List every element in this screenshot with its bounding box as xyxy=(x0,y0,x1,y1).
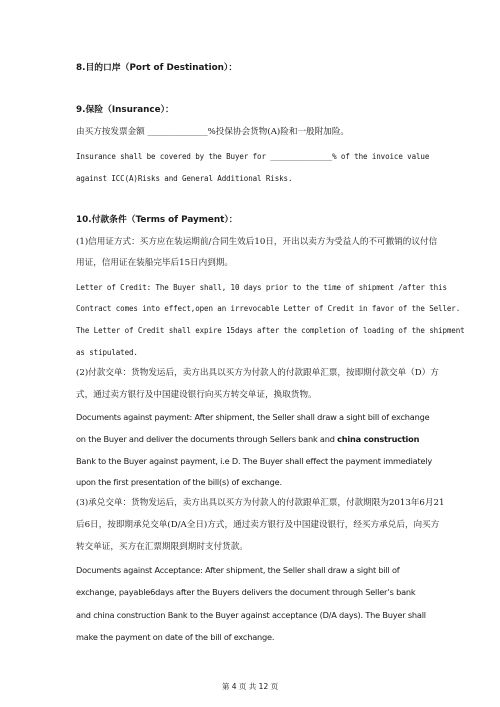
documents-against-acceptance-english-line-3: and china construction Bank to the Buyer against acceptance (D/A days). The Buyer shall xyxy=(76,610,426,620)
documents-against-acceptance-english-line-1: Documents against Acceptance: After shipment, the Seller shall draw a sight bill of xyxy=(76,565,400,575)
letter-of-credit-english-line-3: The Letter of Credit shall expire 15days after the completion of loading of the shipment xyxy=(76,326,465,335)
insurance-english-line-1: Insurance shall be covered by the Buyer for ______________% of the invoice value xyxy=(76,152,430,161)
documents-against-payment-chinese-line-2: 式，通过卖方银行及中国建设银行向买方转交单证，换取货物。 xyxy=(76,390,317,400)
letter-of-credit-english-line-2: Contract comes into effect,open an irrevocable Letter of Credit in favor of the Seller. xyxy=(76,304,461,313)
documents-against-payment-english-line-4: upon the first presentation of the bill(s) of exchange. xyxy=(76,477,282,487)
china-construction-bank-highlight: china construction xyxy=(337,434,420,444)
letter-of-credit-english-line-1: Letter of Credit: The Buyer shall, 10 days prior to the time of shipment /after this xyxy=(76,283,447,292)
insurance-heading: 9.保险（Insurance）： xyxy=(76,105,174,115)
letter-of-credit-chinese-line-2: 用证，信用证在装船完毕后15日内到期。 xyxy=(76,258,234,268)
documents-against-acceptance-chinese-line-2: 后6日，按即期承兑交单(D/A全日)方式，通过卖方银行及中国建设银行，经买方承兑后，向买方 xyxy=(76,520,440,530)
insurance-chinese-text: 由买方按发票金额 ______________%投保协会货物(A)险和一般附加险。 xyxy=(76,127,350,137)
documents-against-payment-english-line-1: Documents against payment: After shipment, the Seller shall draw a sight bill of exchange xyxy=(76,412,430,422)
terms-of-payment-heading: 10.付款条件（Terms of Payment）： xyxy=(76,215,238,225)
documents-against-acceptance-english-line-2: exchange, payable6days after the Buyers delivers the document through Seller’s bank xyxy=(76,587,416,597)
documents-against-payment-english-line-3: Bank to the Buyer against payment, i.e D. The Buyer shall effect the payment immediately xyxy=(76,456,433,466)
letter-of-credit-english-line-4: as stipulated. xyxy=(76,348,138,357)
documents-against-acceptance-chinese-line-3: 转交单证，买方在汇票期限到期时支付货款。 xyxy=(76,542,248,552)
documents-against-payment-english-line-2-text: on the Buyer and deliver the documents through Sellers bank and xyxy=(76,434,338,444)
page-number-footer: 第 4 页 共 12 页 xyxy=(221,682,279,691)
documents-against-acceptance-chinese-line-1: (3)承兑交单：货物发运后，卖方出具以买方为付款人的付款跟单汇票，付款期限为2013年6月21 xyxy=(76,498,445,508)
documents-against-acceptance-english-line-4: make the payment on date of the bill of exchange. xyxy=(76,632,275,642)
insurance-english-line-2: against ICC(A)Risks and General Additional Risks. xyxy=(76,174,293,183)
documents-against-payment-chinese-line-1: (2)付款交单：货物发运后，卖方出具以买方为付款人的付款跟单汇票，按即期付款交单（D）方 xyxy=(76,368,439,378)
port-of-destination-heading: 8.目的口岸（Port of Destination）： xyxy=(76,63,238,73)
documents-against-payment-english-line-2 xyxy=(76,433,419,445)
letter-of-credit-chinese-line-1: (1)信用证方式：买方应在装运期前/合同生效后10日，开出以卖方为受益人的不可撤销的议付信 xyxy=(76,237,438,247)
